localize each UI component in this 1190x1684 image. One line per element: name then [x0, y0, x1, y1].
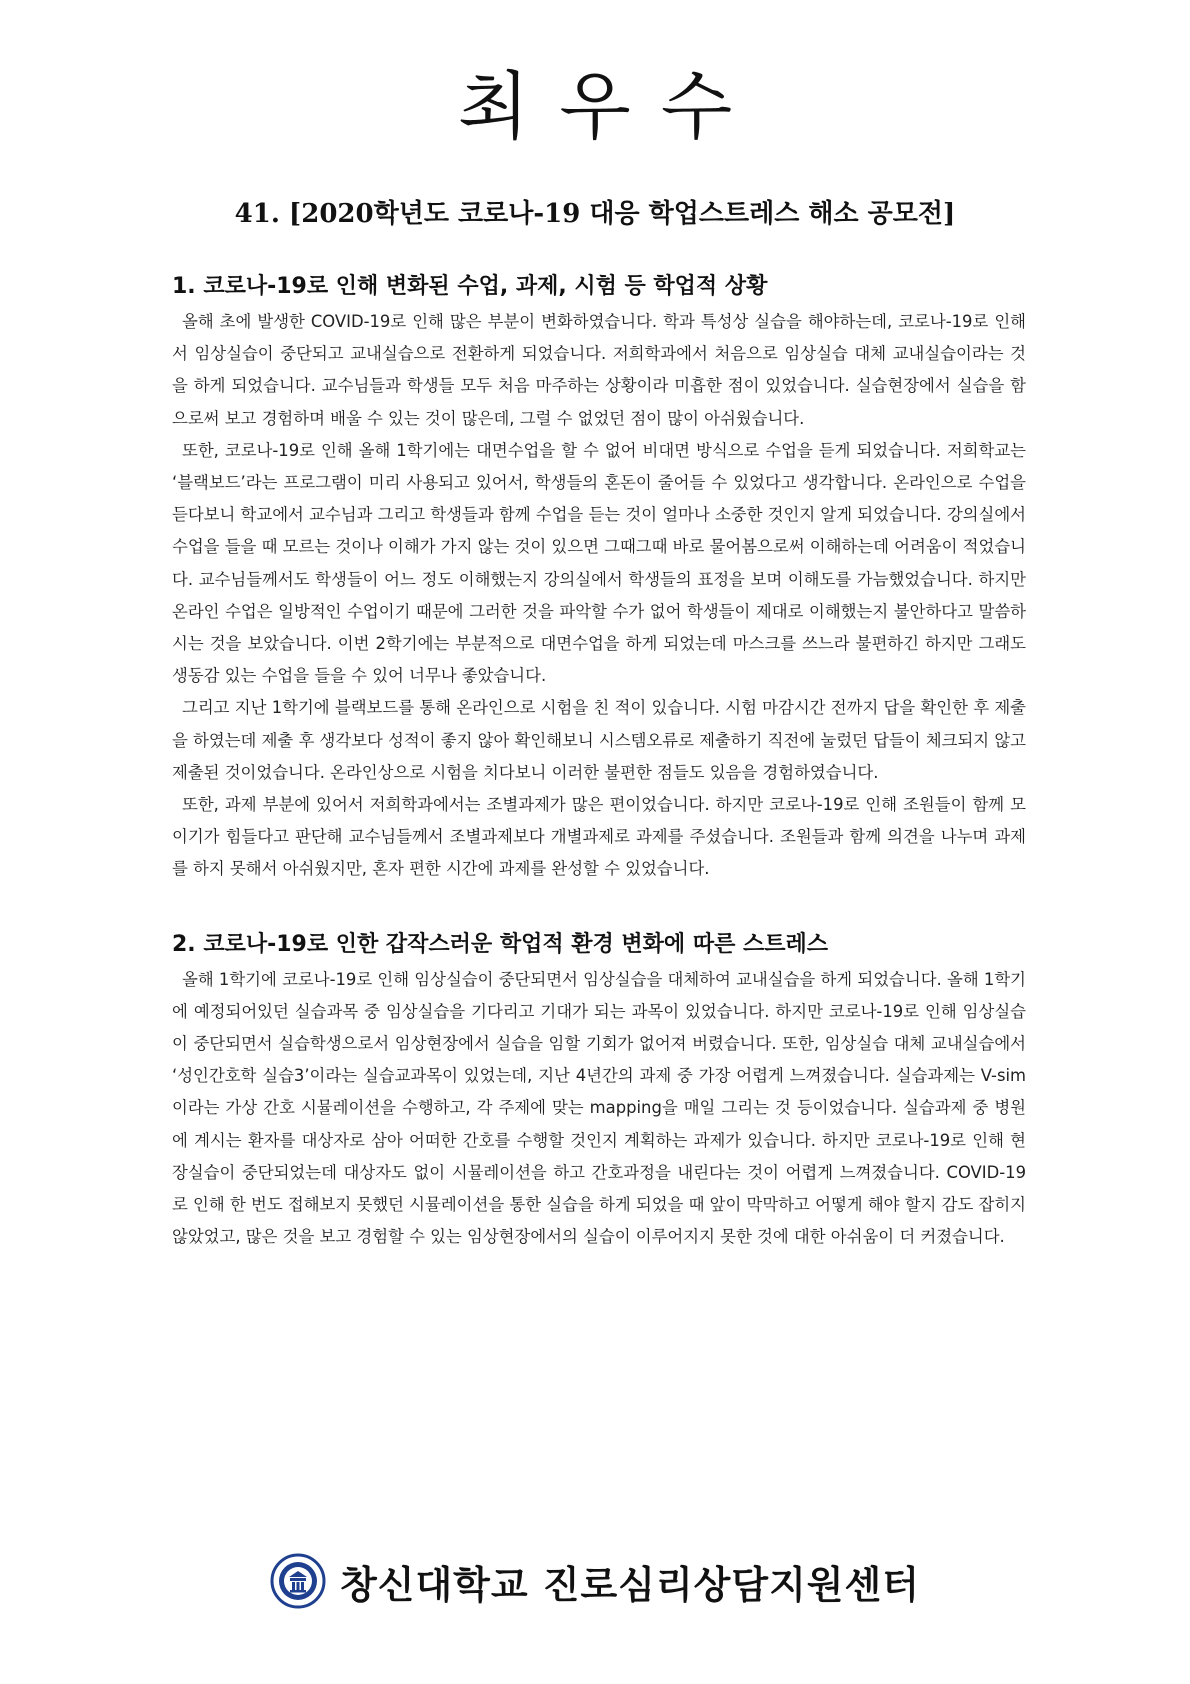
- section-heading: 1. 코로나-19로 인해 변화된 수업, 과제, 시험 등 학업적 상황: [172, 274, 768, 299]
- section-1: [172, 270, 1026, 886]
- paragraph: 올해 초에 발생한 COVID-19로 인해 많은 부분이 변화하였습니다. 학과 특성상 실습을 해야하는데, 코로나-19로 인해서 임상실습이 중단되고 교내실습으로 전환하게 되었습니다. 저희학과에서 처음으로 임상실습 대체 교내실습이라는 것을 하게 되었습니다. 교수님들과 학생들 모두 처음 마주하는 상황이라 미흡한 점이 있었습니다. 실습현장에서 실습을 함으로써 보고 경험하며 배울 수 있는 것이 많은데, 그럴 수 없었던 점이 많이 아쉬웠습니다.: [172, 312, 1026, 428]
- paragraph: 올해 1학기에 코로나-19로 인해 임상실습이 중단되면서 임상실습을 대체하여 교내실습을 하게 되었습니다. 올해 1학기에 예정되어있던 실습과목 중 임상실습을 기다리고 기대가 되는 과목이 있었습니다. 하지만 코로나-19로 인해 임상실습이 중단되면서 실습학생으로서 임상현장에서 실습을 임할 기회가 없어져 버렸습니다. 또한, 임상실습 대체 교내실습에서 ‘성인간호학 실습3’이라는 실습교과목이 있었는데, 지난 4년간의 과제 중 가장 어렵게 느껴졌습니다. 실습과제는 V-sim이라는 가상 간호 시뮬레이션을 수행하고, 각 주제에 맞는 mapping을 매일 그리는 것 등이었습니다. 실습과제 중 병원에 계시는 환자를 대상자로 삼아 어떠한 간호를 수행할 것인지 계획하는 과제가 있습니다. 하지만 코로나-19로 인해 현장실습이 중단되었는데 대상자도 없이 시뮬레이션을 하고 간호과정을 내린다는 것이 어렵게 느껴졌습니다. COVID-19로 인해 한 번도 접해보지 못했던 시뮬레이션을 통한 실습을 하게 되었을 때 앞이 막막하고 어떻게 해야 할지 감도 잡히지 않았었고, 많은 것을 보고 경험할 수 있는 임상현장에서의 실습이 이루어지지 못한 것에 대한 아쉬움이 더 커졌습니다.: [172, 969, 1026, 1247]
- section-heading: 2. 코로나-19로 인한 갑작스러운 학업적 환경 변화에 따른 스트레스: [172, 931, 828, 957]
- section-2: [172, 928, 1026, 1254]
- institution-name: 창신대학교 진로심리상담지원센터: [340, 1562, 920, 1607]
- document-body: [172, 270, 1026, 1295]
- contest-title: 41. [2020학년도 코로나-19 대응 학업스트레스 해소 공모전]: [234, 199, 956, 229]
- footer: [0, 1546, 1190, 1616]
- paragraph: 또한, 과제 부분에 있어서 저희학과에서는 조별과제가 많은 편이었습니다. 하지만 코로나-19로 인해 조원들이 함께 모이기가 힘들다고 판단해 교수님들께서 조별과제보다 개별과제로 과제를 주셨습니다. 조원들과 함께 의견을 나누며 과제를 하지 못해서 아쉬웠지만, 혼자 편한 시간에 과제를 완성할 수 있었습니다.: [172, 795, 1026, 879]
- award-title: 최우수: [457, 64, 763, 150]
- university-seal-icon: [270, 1553, 326, 1609]
- paragraph: 그리고 지난 1학기에 블랙보드를 통해 온라인으로 시험을 친 적이 있습니다. 시험 마감시간 전까지 답을 확인한 후 제출을 하였는데 제출 후 생각보다 성적이 좋지 않아 확인해보니 시스템오류로 제출하기 직전에 눌렀던 답들이 체크되지 않고 제출된 것이었습니다. 온라인상으로 시험을 치다보니 이러한 불편한 점들도 있음을 경험하였습니다.: [172, 698, 1026, 782]
- paragraph: 또한, 코로나-19로 인해 올해 1학기에는 대면수업을 할 수 없어 비대면 방식으로 수업을 듣게 되었습니다. 저희학교는 ‘블랙보드’라는 프로그램이 미리 사용되고 있어서, 학생들의 혼돈이 줄어들 수 있었다고 생각합니다. 온라인으로 수업을 듣다보니 학교에서 교수님과 그리고 학생들과 함께 수업을 듣는 것이 얼마나 소중한 것인지 알게 되었습니다. 강의실에서 수업을 들을 때 모르는 것이나 이해가 가지 않는 것이 있으면 그때그때 바로 물어봄으로써 이해하는데 어려움이 적었습니다. 교수님들께서도 학생들이 어느 정도 이해했는지 강의실에서 학생들의 표정을 보며 이해도를 가늠했었습니다. 하지만 온라인 수업은 일방적인 수업이기 때문에 그러한 것을 파악할 수가 없어 학생들이 제대로 이해했는지 불안하다고 말씀하시는 것을 보았습니다. 이번 2학기에는 부분적으로 대면수업을 하게 되었는데 마스크를 쓰느라 불편하긴 하지만 그래도 생동감 있는 수업을 들을 수 있어 너무나 좋았습니다.: [172, 440, 1026, 686]
